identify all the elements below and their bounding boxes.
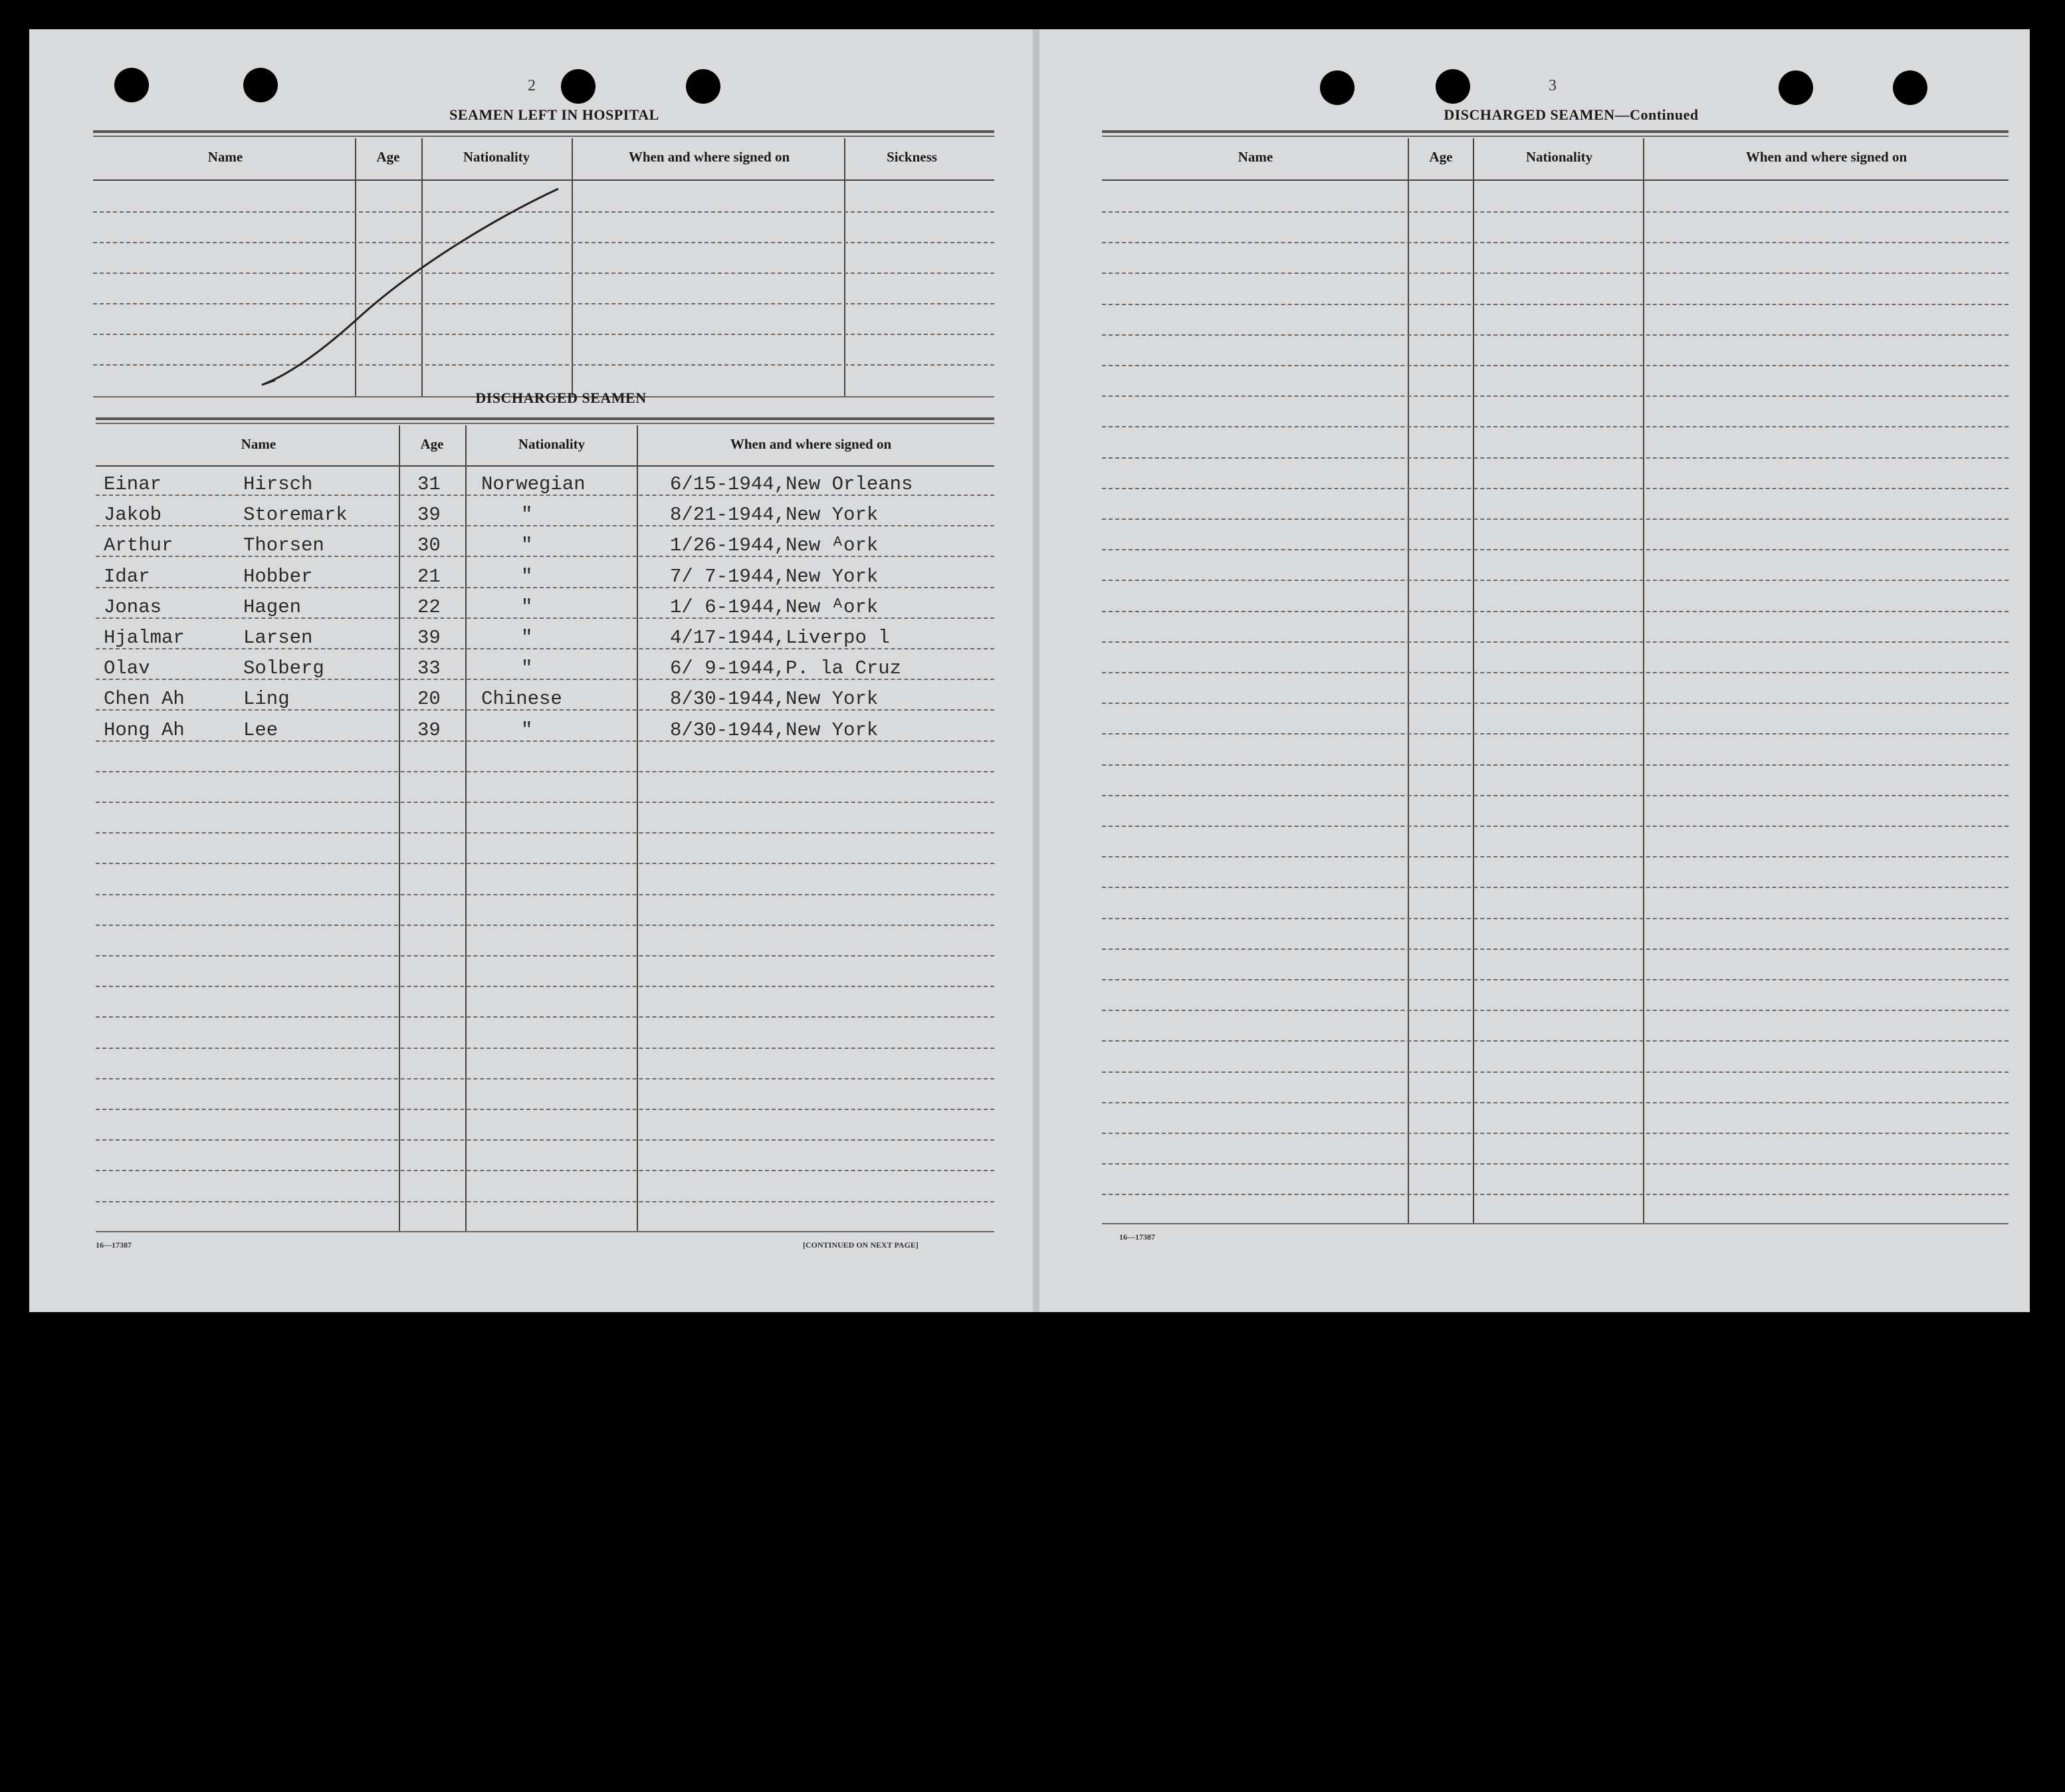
ruled-line xyxy=(96,925,994,926)
ruled-line xyxy=(96,1170,994,1171)
punch-hole xyxy=(1893,70,1927,105)
hospital-col-signed-on: When and where signed on xyxy=(628,149,790,165)
ruled-line xyxy=(1102,795,2009,796)
ruled-line xyxy=(1102,488,2009,489)
rule xyxy=(96,417,994,420)
seaman-signed-on: 6/15-1944,New Orleans xyxy=(670,473,913,495)
column-divider xyxy=(572,138,573,397)
seaman-nationality: Chinese xyxy=(481,688,562,710)
seaman-signed-on: 8/21-1944,New York xyxy=(670,504,879,526)
ruled-line xyxy=(1102,518,2009,520)
seaman-last-name: Storemark xyxy=(243,504,348,526)
ruled-line xyxy=(1102,1040,2009,1042)
column-divider xyxy=(1473,138,1474,1224)
seaman-last-name: Larsen xyxy=(243,627,313,649)
seaman-nationality: " xyxy=(521,627,533,649)
seaman-age: 31 xyxy=(417,473,441,495)
form-number: 16—17387 xyxy=(1119,1232,1155,1242)
right-col-nationality: Nationality xyxy=(1525,149,1593,165)
ruled-line xyxy=(96,986,994,987)
ruled-line xyxy=(1102,641,2009,643)
column-divider xyxy=(1408,138,1409,1224)
ruled-line xyxy=(1102,365,2009,366)
ruled-line xyxy=(1102,1133,2009,1134)
ruled-line xyxy=(96,894,994,895)
hospital-col-nationality: Nationality xyxy=(463,149,530,165)
ruled-line xyxy=(1102,426,2009,427)
seaman-age: 39 xyxy=(417,504,441,526)
punch-hole xyxy=(686,69,720,104)
hospital-strikethrough-line xyxy=(249,182,568,395)
ruled-line xyxy=(96,832,994,834)
right-col-age: Age xyxy=(1429,149,1453,165)
ruled-line xyxy=(1102,395,2009,397)
seaman-signed-on: 7/ 7-1944,New York xyxy=(670,566,879,588)
rule xyxy=(93,136,994,137)
seaman-first-name: Jakob xyxy=(104,504,162,526)
rule xyxy=(96,423,994,424)
discharged-section-title: DISCHARGED SEAMEN xyxy=(475,390,647,406)
seaman-age: 21 xyxy=(417,566,441,588)
seaman-last-name: Lee xyxy=(243,719,278,741)
page-number: 2 xyxy=(528,77,536,94)
seaman-signed-on: 4/17-1944,Liverpo l xyxy=(670,627,890,649)
rule xyxy=(1102,136,2009,137)
discharged-col-name: Name xyxy=(241,436,276,452)
seaman-first-name: Arthur xyxy=(104,534,173,556)
seaman-last-name: Solberg xyxy=(243,657,324,679)
rule xyxy=(1102,179,2009,181)
column-divider xyxy=(465,425,467,1232)
seaman-nationality: " xyxy=(521,566,533,588)
seaman-nationality: " xyxy=(521,657,533,679)
ruled-line xyxy=(1102,856,2009,857)
seaman-nationality: " xyxy=(521,596,533,618)
ruled-line xyxy=(1102,273,2009,274)
seaman-first-name: Einar xyxy=(104,473,162,495)
seaman-first-name: Idar xyxy=(104,566,150,588)
ruled-line xyxy=(1102,242,2009,243)
ruled-line xyxy=(1102,1102,2009,1103)
punch-hole xyxy=(1320,70,1355,105)
seaman-nationality: Norwegian xyxy=(481,473,586,495)
rule xyxy=(1102,1223,2009,1224)
ruled-line xyxy=(1102,1071,2009,1073)
seaman-age: 33 xyxy=(417,657,441,679)
punch-hole xyxy=(243,68,278,102)
column-divider xyxy=(637,425,638,1232)
right-col-signed-on: When and where signed on xyxy=(1745,149,1907,165)
seaman-nationality: " xyxy=(521,534,533,556)
seaman-age: 20 xyxy=(417,688,441,710)
ruled-line xyxy=(96,1109,994,1110)
seaman-last-name: Hagen xyxy=(243,596,302,618)
ruled-line xyxy=(1102,918,2009,919)
ruled-line xyxy=(96,802,994,803)
right-col-name: Name xyxy=(1238,149,1273,165)
page-number: 3 xyxy=(1549,77,1557,94)
ruled-line xyxy=(1102,703,2009,704)
right-page-title: DISCHARGED SEAMEN—Continued xyxy=(1444,106,1699,123)
ruled-line xyxy=(1102,457,2009,459)
ruled-line xyxy=(1102,733,2009,734)
hospital-section-title: SEAMEN LEFT IN HOSPITAL xyxy=(449,106,659,123)
ruled-line xyxy=(96,1016,994,1018)
discharged-col-age: Age xyxy=(420,436,444,452)
hospital-col-sickness: Sickness xyxy=(887,149,937,165)
hospital-col-name: Name xyxy=(207,149,243,165)
ruled-line xyxy=(1102,949,2009,950)
seaman-age: 39 xyxy=(417,719,441,741)
ruled-line xyxy=(1102,672,2009,673)
punch-hole xyxy=(1779,70,1813,105)
seaman-first-name: Chen Ah xyxy=(104,688,185,710)
rule xyxy=(1102,130,2009,133)
ruled-line xyxy=(96,1201,994,1202)
rule xyxy=(93,130,994,133)
rule xyxy=(96,465,994,467)
ruled-line xyxy=(1102,580,2009,581)
center-fold xyxy=(1033,29,1039,1312)
seaman-last-name: Ling xyxy=(243,688,290,710)
rule xyxy=(93,179,994,181)
form-number: 16—17387 xyxy=(96,1240,132,1250)
punch-hole xyxy=(561,69,596,104)
ruled-line xyxy=(1102,979,2009,980)
ruled-line xyxy=(96,771,994,772)
ruled-line xyxy=(1102,549,2009,550)
ruled-line xyxy=(1102,1194,2009,1195)
hospital-col-age: Age xyxy=(376,149,400,165)
ruled-line xyxy=(1102,611,2009,612)
seaman-first-name: Hong Ah xyxy=(104,719,185,741)
ruled-line xyxy=(1102,826,2009,827)
seaman-age: 22 xyxy=(417,596,441,618)
ruled-line xyxy=(96,1048,994,1049)
document-sheet xyxy=(29,29,2030,1312)
ruled-line xyxy=(96,955,994,956)
continued-note: [CONTINUED ON NEXT PAGE] xyxy=(803,1240,919,1250)
seaman-age: 39 xyxy=(417,627,441,649)
rule xyxy=(96,1231,994,1232)
seaman-first-name: Olav xyxy=(104,657,150,679)
ruled-line xyxy=(1102,887,2009,888)
seaman-last-name: Hirsch xyxy=(243,473,313,495)
seaman-last-name: Hobber xyxy=(243,566,313,588)
seaman-signed-on: 8/30-1944,New York xyxy=(670,719,879,741)
ruled-line xyxy=(96,1078,994,1079)
ruled-line xyxy=(96,863,994,864)
ruled-line xyxy=(1102,764,2009,766)
seaman-first-name: Hjalmar xyxy=(104,627,185,649)
ruled-line xyxy=(1102,304,2009,305)
seaman-signed-on: 1/ 6-1944,New ᴬork xyxy=(670,596,879,618)
column-divider xyxy=(1643,138,1644,1224)
seaman-nationality: " xyxy=(521,504,533,526)
seaman-age: 30 xyxy=(417,534,441,556)
column-divider xyxy=(844,138,845,397)
punch-hole xyxy=(1436,69,1470,104)
column-divider xyxy=(399,425,400,1232)
ruled-line xyxy=(1102,1163,2009,1165)
ruled-line xyxy=(96,1139,994,1141)
seaman-signed-on: 8/30-1944,New York xyxy=(670,688,879,710)
ruled-line xyxy=(1102,211,2009,213)
ruled-line xyxy=(1102,334,2009,336)
seaman-first-name: Jonas xyxy=(104,596,162,618)
discharged-col-signed-on: When and where signed on xyxy=(730,436,892,452)
seaman-signed-on: 1/26-1944,New ᴬork xyxy=(670,534,879,556)
seaman-nationality: " xyxy=(521,719,533,741)
discharged-col-nationality: Nationality xyxy=(518,436,586,452)
ruled-line xyxy=(1102,1010,2009,1011)
punch-hole xyxy=(114,68,149,102)
seaman-last-name: Thorsen xyxy=(243,534,324,556)
seaman-signed-on: 6/ 9-1944,P. la Cruz xyxy=(670,657,902,679)
